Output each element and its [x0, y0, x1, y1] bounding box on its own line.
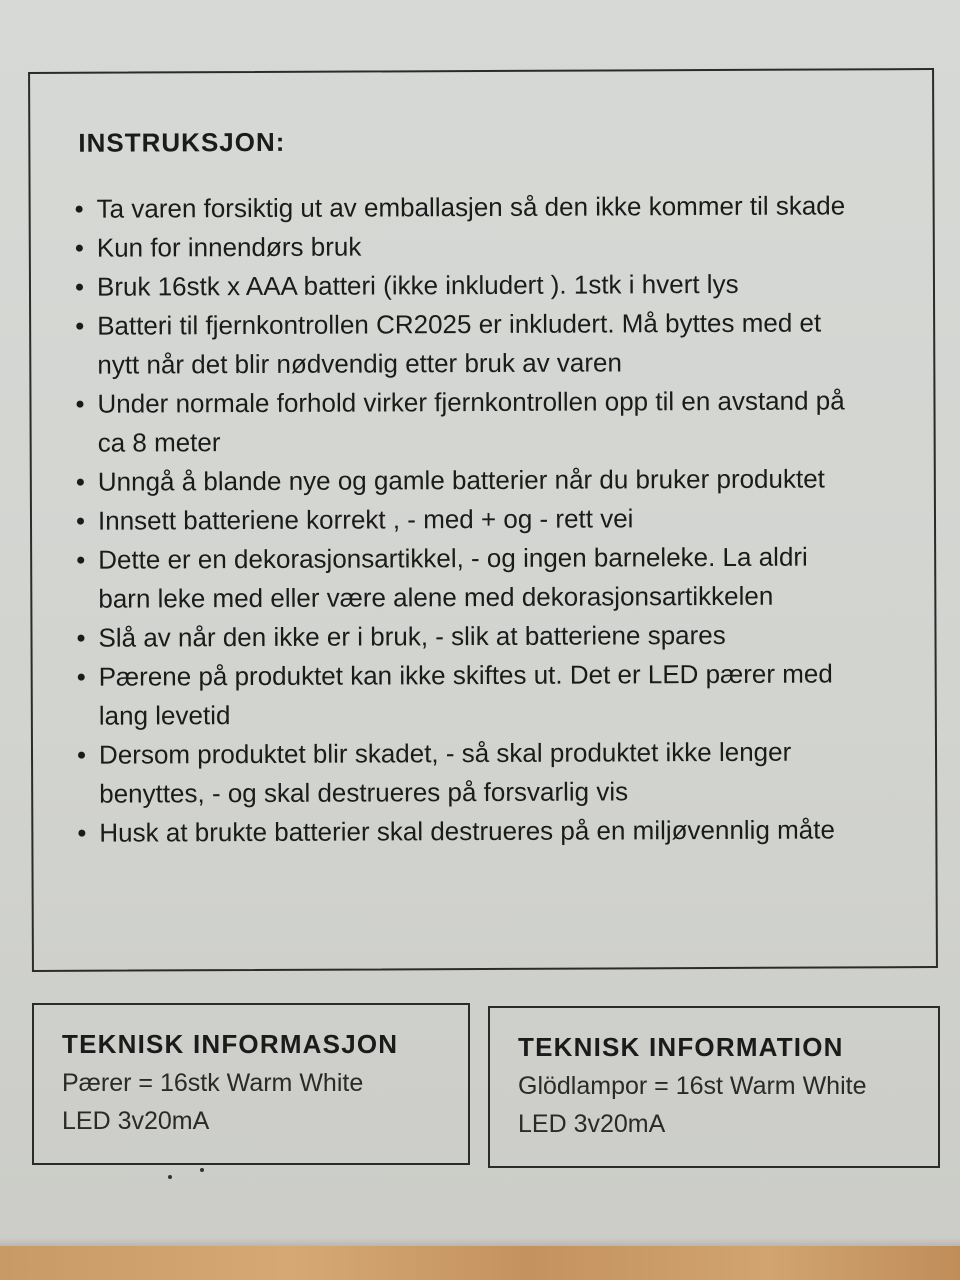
bulb-spec: Glödlampor = 16st Warm White [518, 1072, 867, 1100]
dust-speck [200, 1168, 204, 1172]
tech-info-swedish-box [488, 1006, 940, 1168]
list-item: • Dersom produktet blir skadet, - så skal produktet ikke lenger benyttes, - og skal destrueres på forsvarlig vis [77, 732, 867, 813]
list-item: • Slå av når den ikke er i bruk, - slik at batteriene spares [76, 615, 866, 657]
list-item: • Ta varen forsiktig ut av emballasjen så den ikke kommer til skade [75, 186, 865, 228]
led-spec: LED 3v20mA [62, 1107, 210, 1135]
list-item: • Pærene på produktet kan ikke skiftes ut. Det er LED pærer med lang levetid [77, 654, 867, 735]
wooden-table [0, 1246, 960, 1280]
list-item: • Innsett batteriene korrekt , - med + og - rett vei [76, 498, 866, 540]
list-item: • Bruk 16stk x AAA batteri (ikke inkludert ). 1stk i hvert lys [75, 264, 865, 306]
led-spec: LED 3v20mA [518, 1110, 666, 1138]
instructions-title: INSTRUKSJON: [78, 126, 286, 158]
bulb-spec: Pærer = 16stk Warm White [62, 1069, 364, 1097]
list-item: • Under normale forhold virker fjernkontrollen opp til en avstand på ca 8 meter [75, 381, 865, 462]
dust-speck [168, 1175, 172, 1179]
tech-info-norwegian-title: TEKNISK INFORMASJON [62, 1029, 399, 1059]
tech-info-swedish-title: TEKNISK INFORMATION [518, 1032, 844, 1062]
list-item: • Kun for innendørs bruk [75, 225, 865, 267]
list-item: • Unngå å blande nye og gamle batterier når du bruker produktet [76, 459, 866, 501]
list-item: • Dette er en dekorasjonsartikkel, - og ingen barneleke. La aldri barn leke med eller være alene med dekorasjonsartikkelen [76, 537, 866, 618]
list-item: • Batteri til fjernkontrollen CR2025 er inkludert. Må byttes med et nytt når det blir nødvendig etter bruk av varen [75, 303, 865, 384]
instructions-box [28, 68, 938, 972]
list-item: • Husk at brukte batterier skal destrueres på en miljøvennlig måte [77, 810, 867, 852]
instructions-list [75, 186, 868, 852]
tech-info-norwegian-box [32, 1003, 470, 1165]
